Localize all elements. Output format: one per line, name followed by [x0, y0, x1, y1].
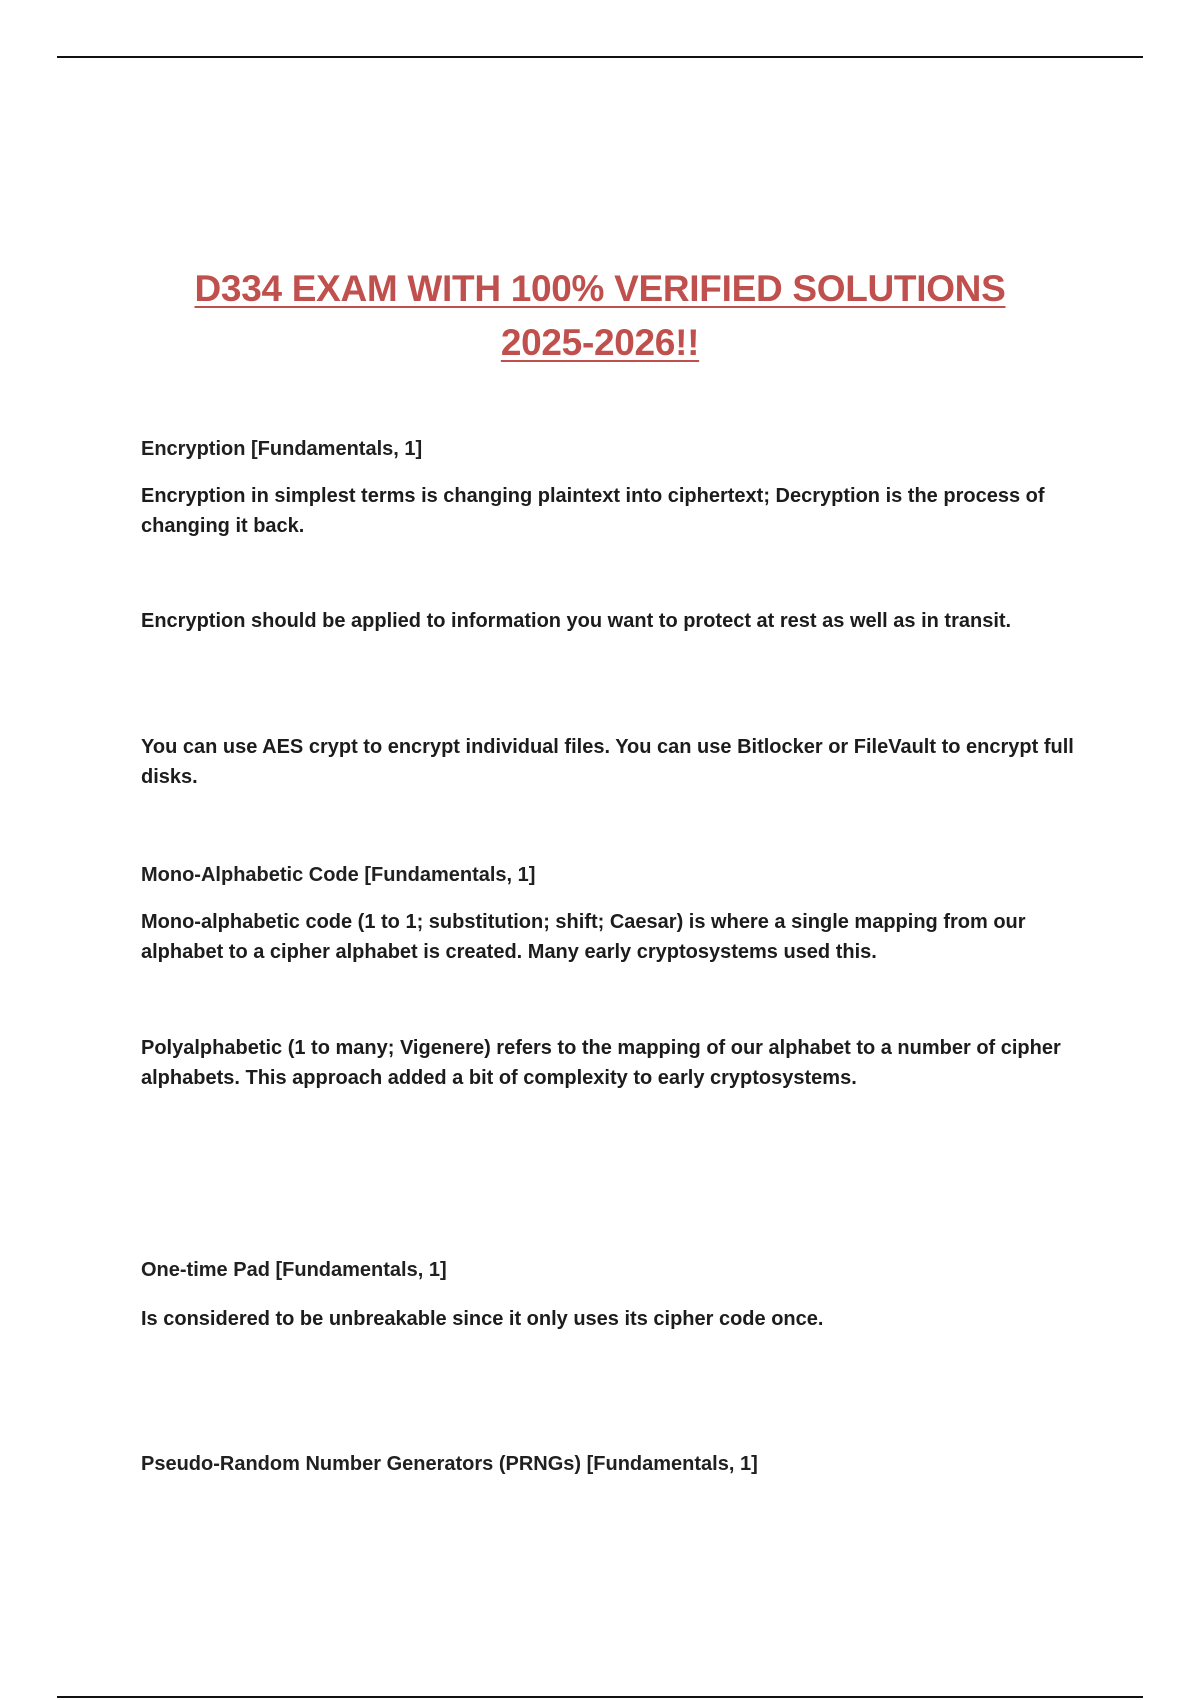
- title-line-2: 2025-2026!!: [500, 322, 700, 363]
- bottom-rule: [57, 1696, 1143, 1698]
- section-heading-encryption: Encryption [Fundamentals, 1]: [141, 438, 423, 460]
- paragraph-encryption-rest-transit: Encryption should be applied to information you want to protect at rest as well as in transit.: [141, 610, 1012, 632]
- paragraph-encryption-tools: You can use AES crypt to encrypt individual files. You can use Bitlocker or FileVault to encrypt full disks.: [141, 736, 1074, 788]
- paragraph-encryption-definition: Encryption in simplest terms is changing plaintext into ciphertext; Decryption is the process of changing it back.: [141, 485, 1045, 537]
- top-rule: [57, 56, 1143, 58]
- document-title: [0, 262, 1200, 370]
- paragraph-polyalphabetic: Polyalphabetic (1 to many; Vigenere) refers to the mapping of our alphabet to a number of cipher alphabets. This approach added a bit of complexity to early cryptosystems.: [141, 1037, 1061, 1089]
- title-line-1: D334 EXAM WITH 100% VERIFIED SOLUTIONS: [194, 268, 1006, 309]
- paragraph-one-time-pad: Is considered to be unbreakable since it only uses its cipher code once.: [141, 1308, 824, 1330]
- section-heading-prngs: Pseudo-Random Number Generators (PRNGs) [Fundamentals, 1]: [141, 1453, 758, 1475]
- paragraph-mono-alphabetic: Mono-alphabetic code (1 to 1; substitution; shift; Caesar) is where a single mapping from our alphabet to a cipher alphabet is created. Many early cryptosystems used this.: [141, 911, 1026, 963]
- section-heading-mono-alphabetic: Mono-Alphabetic Code [Fundamentals, 1]: [141, 864, 536, 886]
- section-heading-one-time-pad: One-time Pad [Fundamentals, 1]: [141, 1259, 447, 1281]
